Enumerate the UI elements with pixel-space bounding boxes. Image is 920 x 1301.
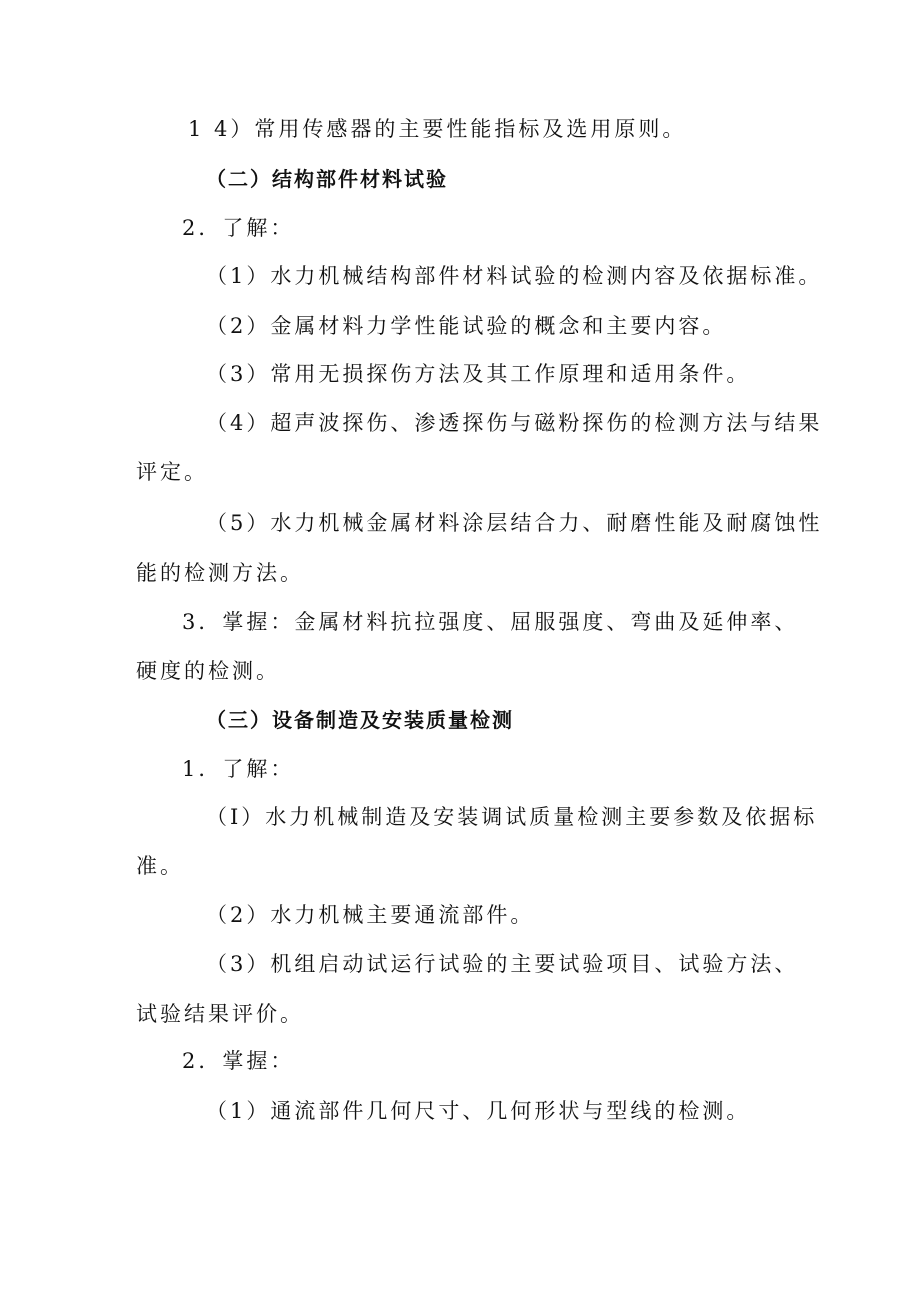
section2-understand-item-4-line-1: （4）超声波探伤、渗透探伤与磁粉探伤的检测方法与结果 [206, 411, 823, 435]
section2-understand-item-3: （3）常用无损探伤方法及其工作原理和适用条件。 [206, 362, 751, 386]
section2-understand-item-4-line-2: 评定。 [136, 460, 208, 484]
section2-understand-item-2: （2）金属材料力学性能试验的概念和主要内容。 [206, 314, 727, 338]
section3-master-heading: 2．掌握： [182, 1049, 295, 1073]
section3-master-item-1: （1）通流部件几何尺寸、几何形状与型线的检测。 [206, 1099, 751, 1123]
section2-understand-item-5-line-1: （5）水力机械金属材料涂层结合力、耐磨性能及耐腐蚀性 [206, 511, 823, 535]
section3-understand-item-1-line-2: 准。 [136, 854, 184, 878]
paragraph-item-14: 1 4）常用传感器的主要性能指标及选用原则。 [188, 117, 687, 141]
section3-understand-heading: 1．了解： [182, 757, 295, 781]
section-heading-structural-materials: （二）结构部件材料试验 [206, 167, 448, 191]
section3-understand-item-2: （2）水力机械主要通流部件。 [206, 903, 535, 927]
section2-master-line-1: 3．掌握：金属材料抗拉强度、屈服强度、弯曲及延伸率、 [182, 610, 799, 634]
section3-understand-item-3-line-1: （3）机组启动试运行试验的主要试验项目、试验方法、 [206, 952, 799, 976]
section3-understand-item-1-line-1: （I）水力机械制造及安装调试质量检测主要参数及依据标 [206, 805, 818, 829]
section-heading-manufacturing-installation: （三）设备制造及安装质量检测 [206, 708, 514, 732]
section2-understand-item-5-line-2: 能的检测方法。 [136, 561, 304, 585]
section3-understand-item-3-line-2: 试验结果评价。 [136, 1002, 304, 1026]
section2-understand-item-1: （1）水力机械结构部件材料试验的检测内容及依据标准。 [206, 264, 823, 288]
section2-understand-heading: 2．了解： [182, 216, 295, 240]
section2-master-line-2: 硬度的检测。 [136, 659, 280, 683]
